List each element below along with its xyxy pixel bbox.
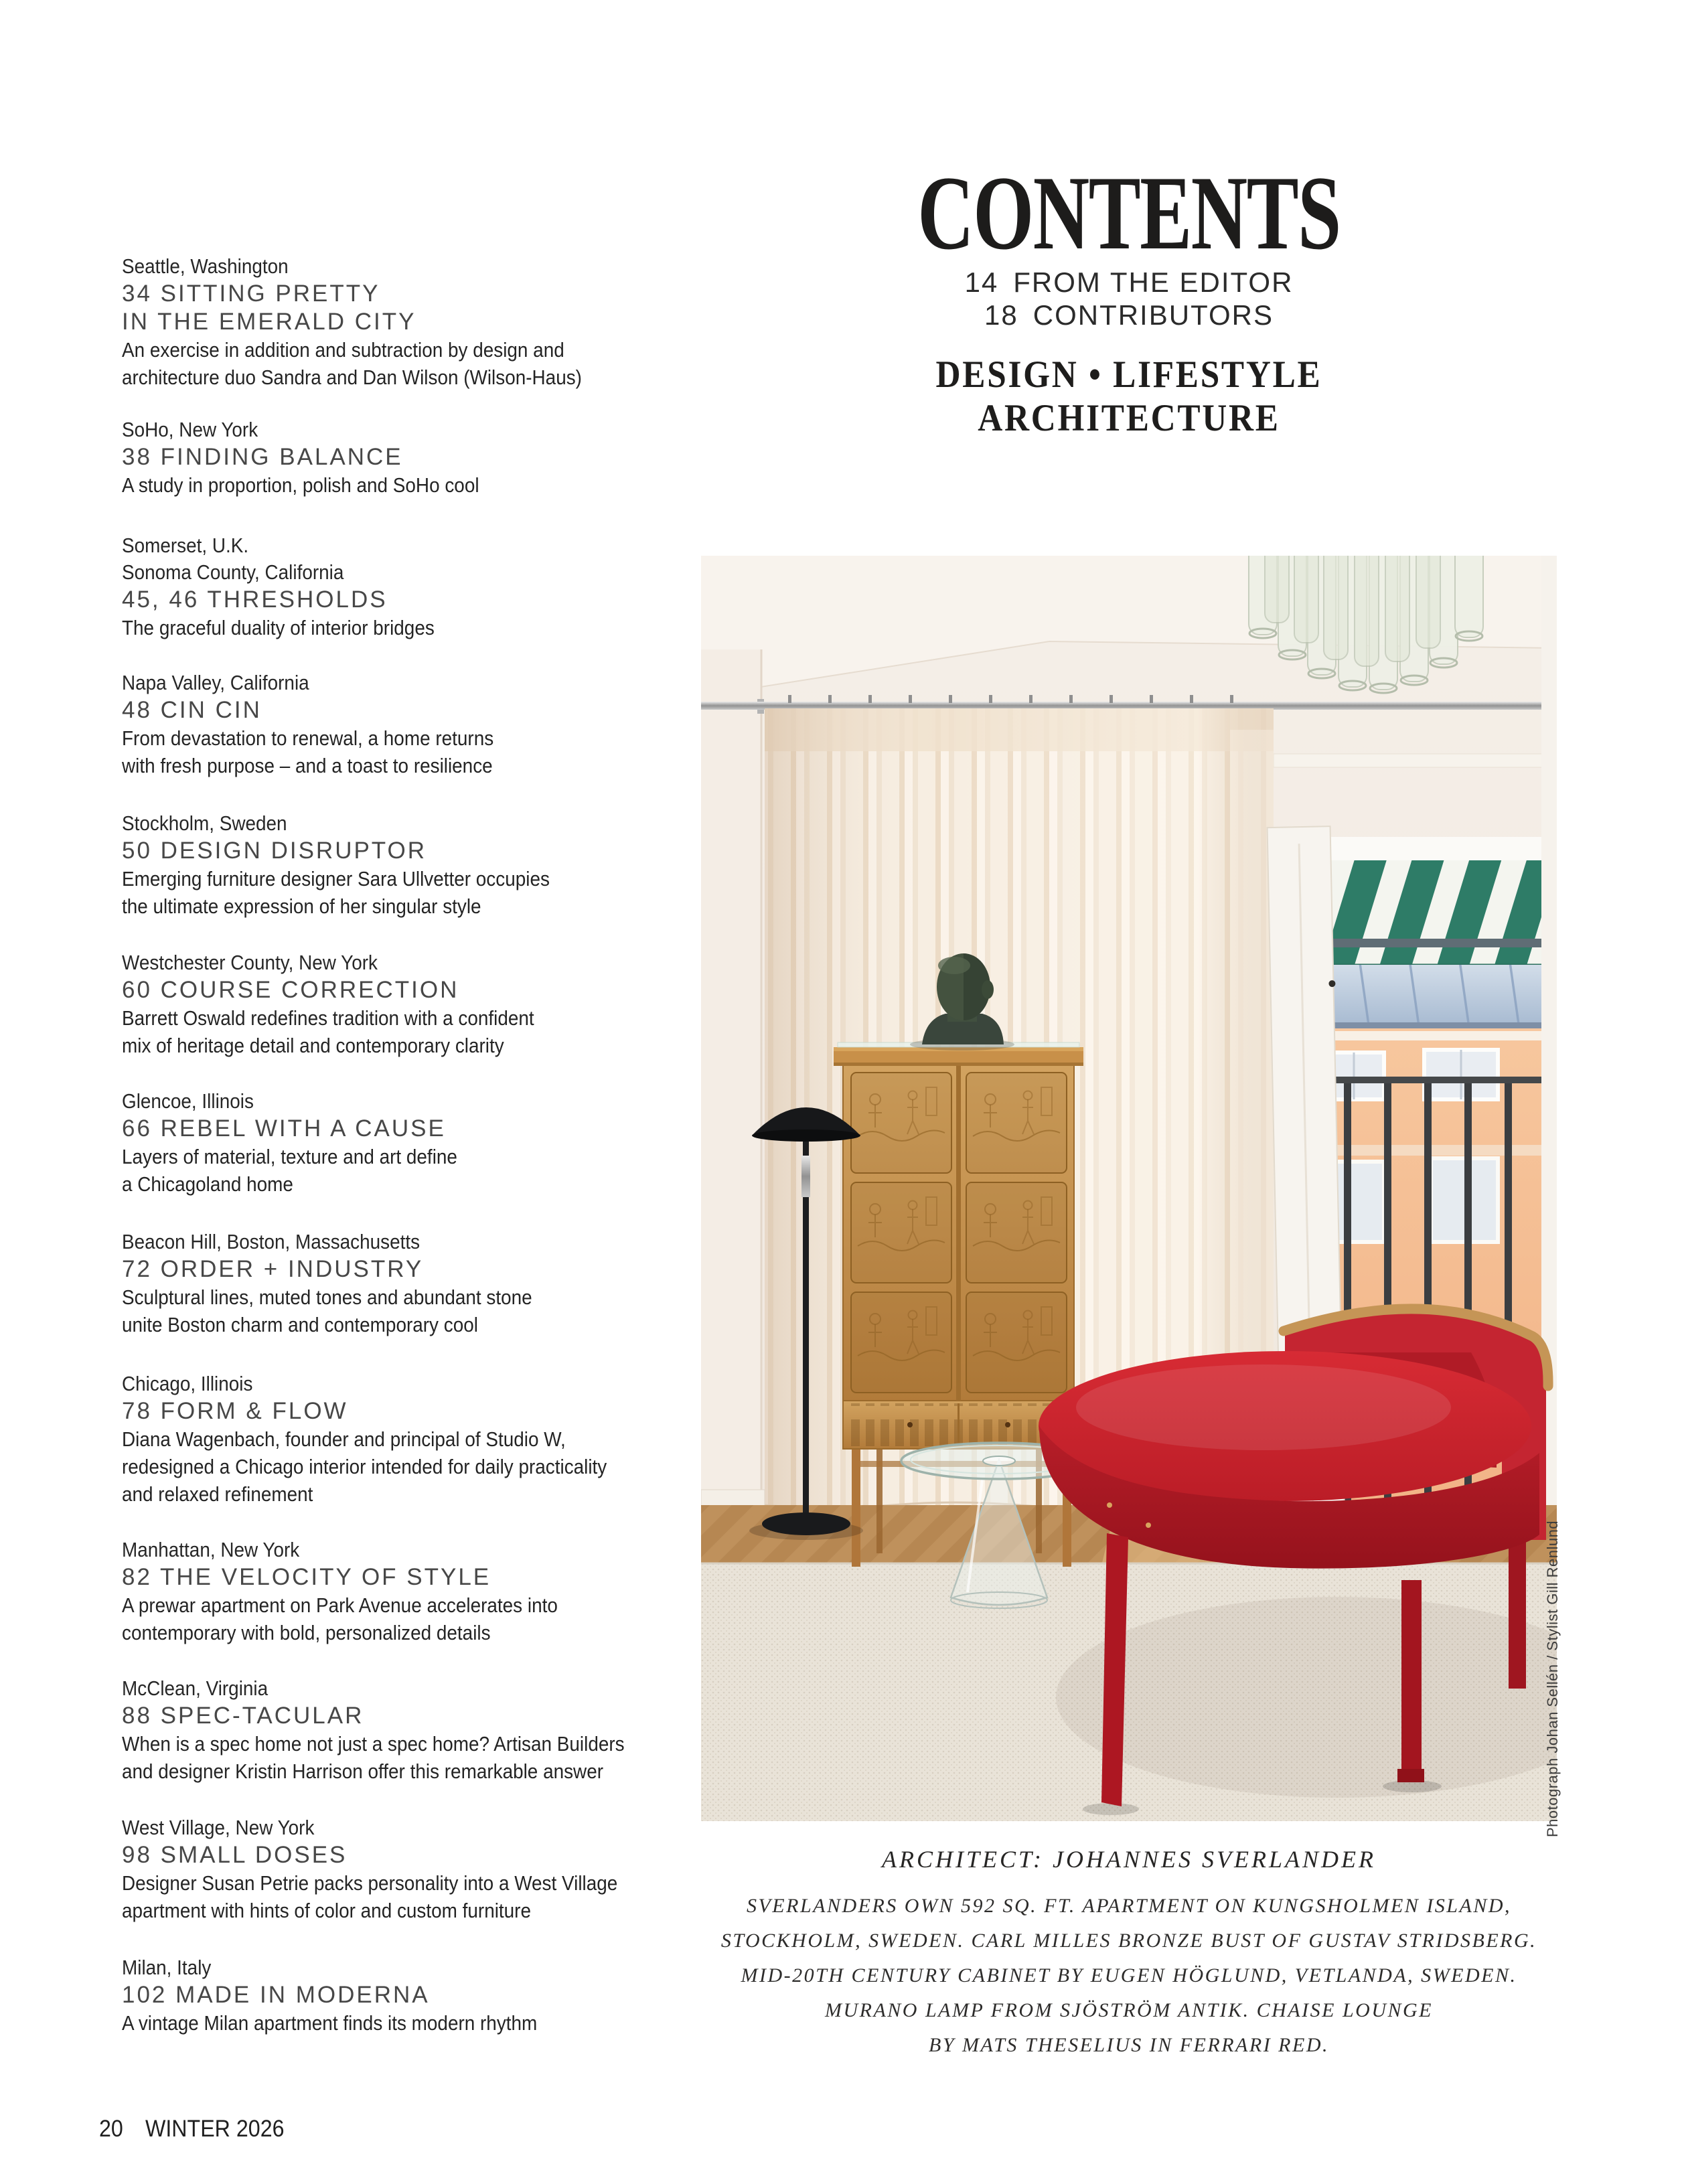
front-matter-page: 14 — [964, 266, 999, 298]
entry-title: 48 CIN CIN — [122, 697, 262, 723]
entry-location: West Village, New York — [122, 1816, 315, 1839]
caption-line: STOCKHOLM, SWEDEN. CARL MILLES BRONZE BUST OF GUSTAV STRIDSBERG. — [720, 1930, 1537, 1952]
front-matter-page: 18 — [984, 299, 1018, 331]
entry-title: 82 THE VELOCITY OF STYLE — [122, 1564, 491, 1590]
entry-location: SoHo, New York — [122, 418, 258, 441]
entry-description: the ultimate expression of her singular style — [122, 894, 481, 918]
entry-description: redesigned a Chicago interior intended for daily practicality — [122, 1455, 607, 1478]
entry-description: From devastation to renewal, a home returns — [122, 726, 494, 750]
entry-location: Beacon Hill, Boston, Massachusetts — [122, 1230, 420, 1253]
entry-description: contemporary with bold, personalized details — [122, 1621, 491, 1644]
caption-heading: ARCHITECT: JOHANNES SVERLANDER — [882, 1846, 1376, 1873]
entry-location: Milan, Italy — [122, 1956, 212, 1979]
toc-entry — [122, 532, 711, 641]
entry-description: unite Boston charm and contemporary cool — [122, 1313, 478, 1336]
page-footer — [99, 2116, 285, 2142]
entry-location: Stockholm, Sweden — [122, 811, 287, 835]
issue-label: WINTER 2026 — [145, 2116, 285, 2142]
interior-photo-art — [701, 556, 1557, 1821]
entry-location: McClean, Virginia — [122, 1676, 269, 1700]
photo-wall-corner — [701, 649, 761, 1506]
entry-title: 45, 46 THRESHOLDS — [122, 587, 388, 613]
toc-entry — [122, 1954, 711, 2037]
entry-description: When is a spec home not just a spec home? Artisan Builders — [122, 1732, 625, 1756]
toc-entry — [122, 1675, 711, 1785]
toc-entry — [122, 810, 711, 920]
entry-description: Diana Wagenbach, founder and principal of Studio W, — [122, 1427, 566, 1451]
entry-title: 60 COURSE CORRECTION — [122, 977, 459, 1003]
entry-location: Chicago, Illinois — [122, 1372, 253, 1395]
toc-entry — [122, 1088, 711, 1198]
entry-location: Somerset, U.K. — [122, 534, 249, 557]
toc-entry — [122, 253, 711, 391]
section-names-line1: DESIGN • LIFESTYLE — [935, 354, 1322, 396]
entry-title: 78 FORM & FLOW — [122, 1398, 348, 1424]
metal-roof — [1307, 965, 1541, 1028]
interior-photo — [701, 556, 1557, 1821]
front-matter-item — [701, 299, 1557, 331]
folio-page-number: 20 — [99, 2116, 123, 2142]
caption-line: SVERLANDERS OWN 592 SQ. FT. APARTMENT ON KUNGSHOLMEN ISLAND, — [746, 1895, 1511, 1917]
entry-description: A prewar apartment on Park Avenue accelerates into — [122, 1593, 558, 1617]
entry-location: Glencoe, Illinois — [122, 1089, 254, 1113]
page-title: CONTENTS — [917, 155, 1341, 272]
entry-location: Napa Valley, California — [122, 671, 309, 694]
entry-description: Layers of material, texture and art define — [122, 1145, 457, 1168]
entry-title: 72 ORDER + INDUSTRY — [122, 1256, 424, 1282]
entry-title: 88 SPEC-TACULAR — [122, 1703, 364, 1729]
caption-line: MID-20TH CENTURY CABINET BY EUGEN HÖGLUND, VETLANDA, SWEDEN. — [741, 1964, 1517, 1986]
entry-location: Manhattan, New York — [122, 1538, 300, 1561]
entry-description: and relaxed refinement — [122, 1482, 313, 1506]
entry-title: 34 SITTING PRETTY — [122, 281, 380, 307]
entry-title: 102 MADE IN MODERNA — [122, 1982, 430, 2008]
toc-entry — [122, 949, 711, 1059]
entry-description: A vintage Milan apartment finds its modern rhythm — [122, 2011, 538, 2035]
entry-description: The graceful duality of interior bridges — [122, 616, 435, 639]
front-matter-label: CONTRIBUTORS — [1033, 299, 1274, 331]
entry-title: 98 SMALL DOSES — [122, 1842, 348, 1868]
entry-title: 38 FINDING BALANCE — [122, 444, 403, 470]
entry-description: A study in proportion, polish and SoHo cool — [122, 473, 479, 497]
photo-credit: Photograph Johan Sellén / Stylist Gill Renlund — [1544, 1520, 1561, 1837]
entry-description: Sculptural lines, muted tones and abundant stone — [122, 1285, 532, 1309]
entry-description: architecture duo Sandra and Dan Wilson (Wilson-Haus) — [122, 366, 582, 389]
caption-line: MURANO LAMP FROM SJÖSTRÖM ANTIK. CHAISE LOUNGE — [824, 1999, 1434, 2021]
entry-title: 66 REBEL WITH A CAUSE — [122, 1115, 446, 1142]
entry-description: apartment with hints of color and custom furniture — [122, 1899, 532, 1922]
entry-title: 50 DESIGN DISRUPTOR — [122, 838, 427, 864]
entry-description: Designer Susan Petrie packs personality into a West Village — [122, 1871, 618, 1895]
entry-title: IN THE EMERALD CITY — [122, 309, 416, 335]
entry-description: Emerging furniture designer Sara Ullvetter occupies — [122, 867, 550, 890]
entry-description: a Chicagoland home — [122, 1172, 293, 1196]
entry-location: Westchester County, New York — [122, 951, 378, 974]
section-names-line2: ARCHITECTURE — [978, 397, 1280, 439]
entry-location: Sonoma County, California — [122, 560, 344, 584]
caption-line: BY MATS THESELIUS IN FERRARI RED. — [929, 2034, 1329, 2056]
toc-entry — [122, 1371, 711, 1508]
toc-entry — [122, 1537, 711, 1646]
front-matter-label: FROM THE EDITOR — [1013, 266, 1294, 298]
entry-description: An exercise in addition and subtraction by design and — [122, 338, 564, 362]
awning — [1307, 860, 1541, 965]
entry-description: Barrett Oswald redefines tradition with a confident — [122, 1006, 534, 1030]
toc-entry — [122, 1229, 711, 1338]
entry-description: mix of heritage detail and contemporary clarity — [122, 1034, 504, 1057]
toc-entry — [122, 1814, 711, 1924]
toc-entry — [122, 416, 711, 499]
entry-description: and designer Kristin Harrison offer this remarkable answer — [122, 1760, 604, 1783]
entry-location: Seattle, Washington — [122, 254, 289, 278]
toc-entry — [122, 670, 711, 779]
entry-description: with fresh purpose – and a toast to resilience — [122, 754, 493, 777]
front-matter-item — [701, 266, 1557, 299]
